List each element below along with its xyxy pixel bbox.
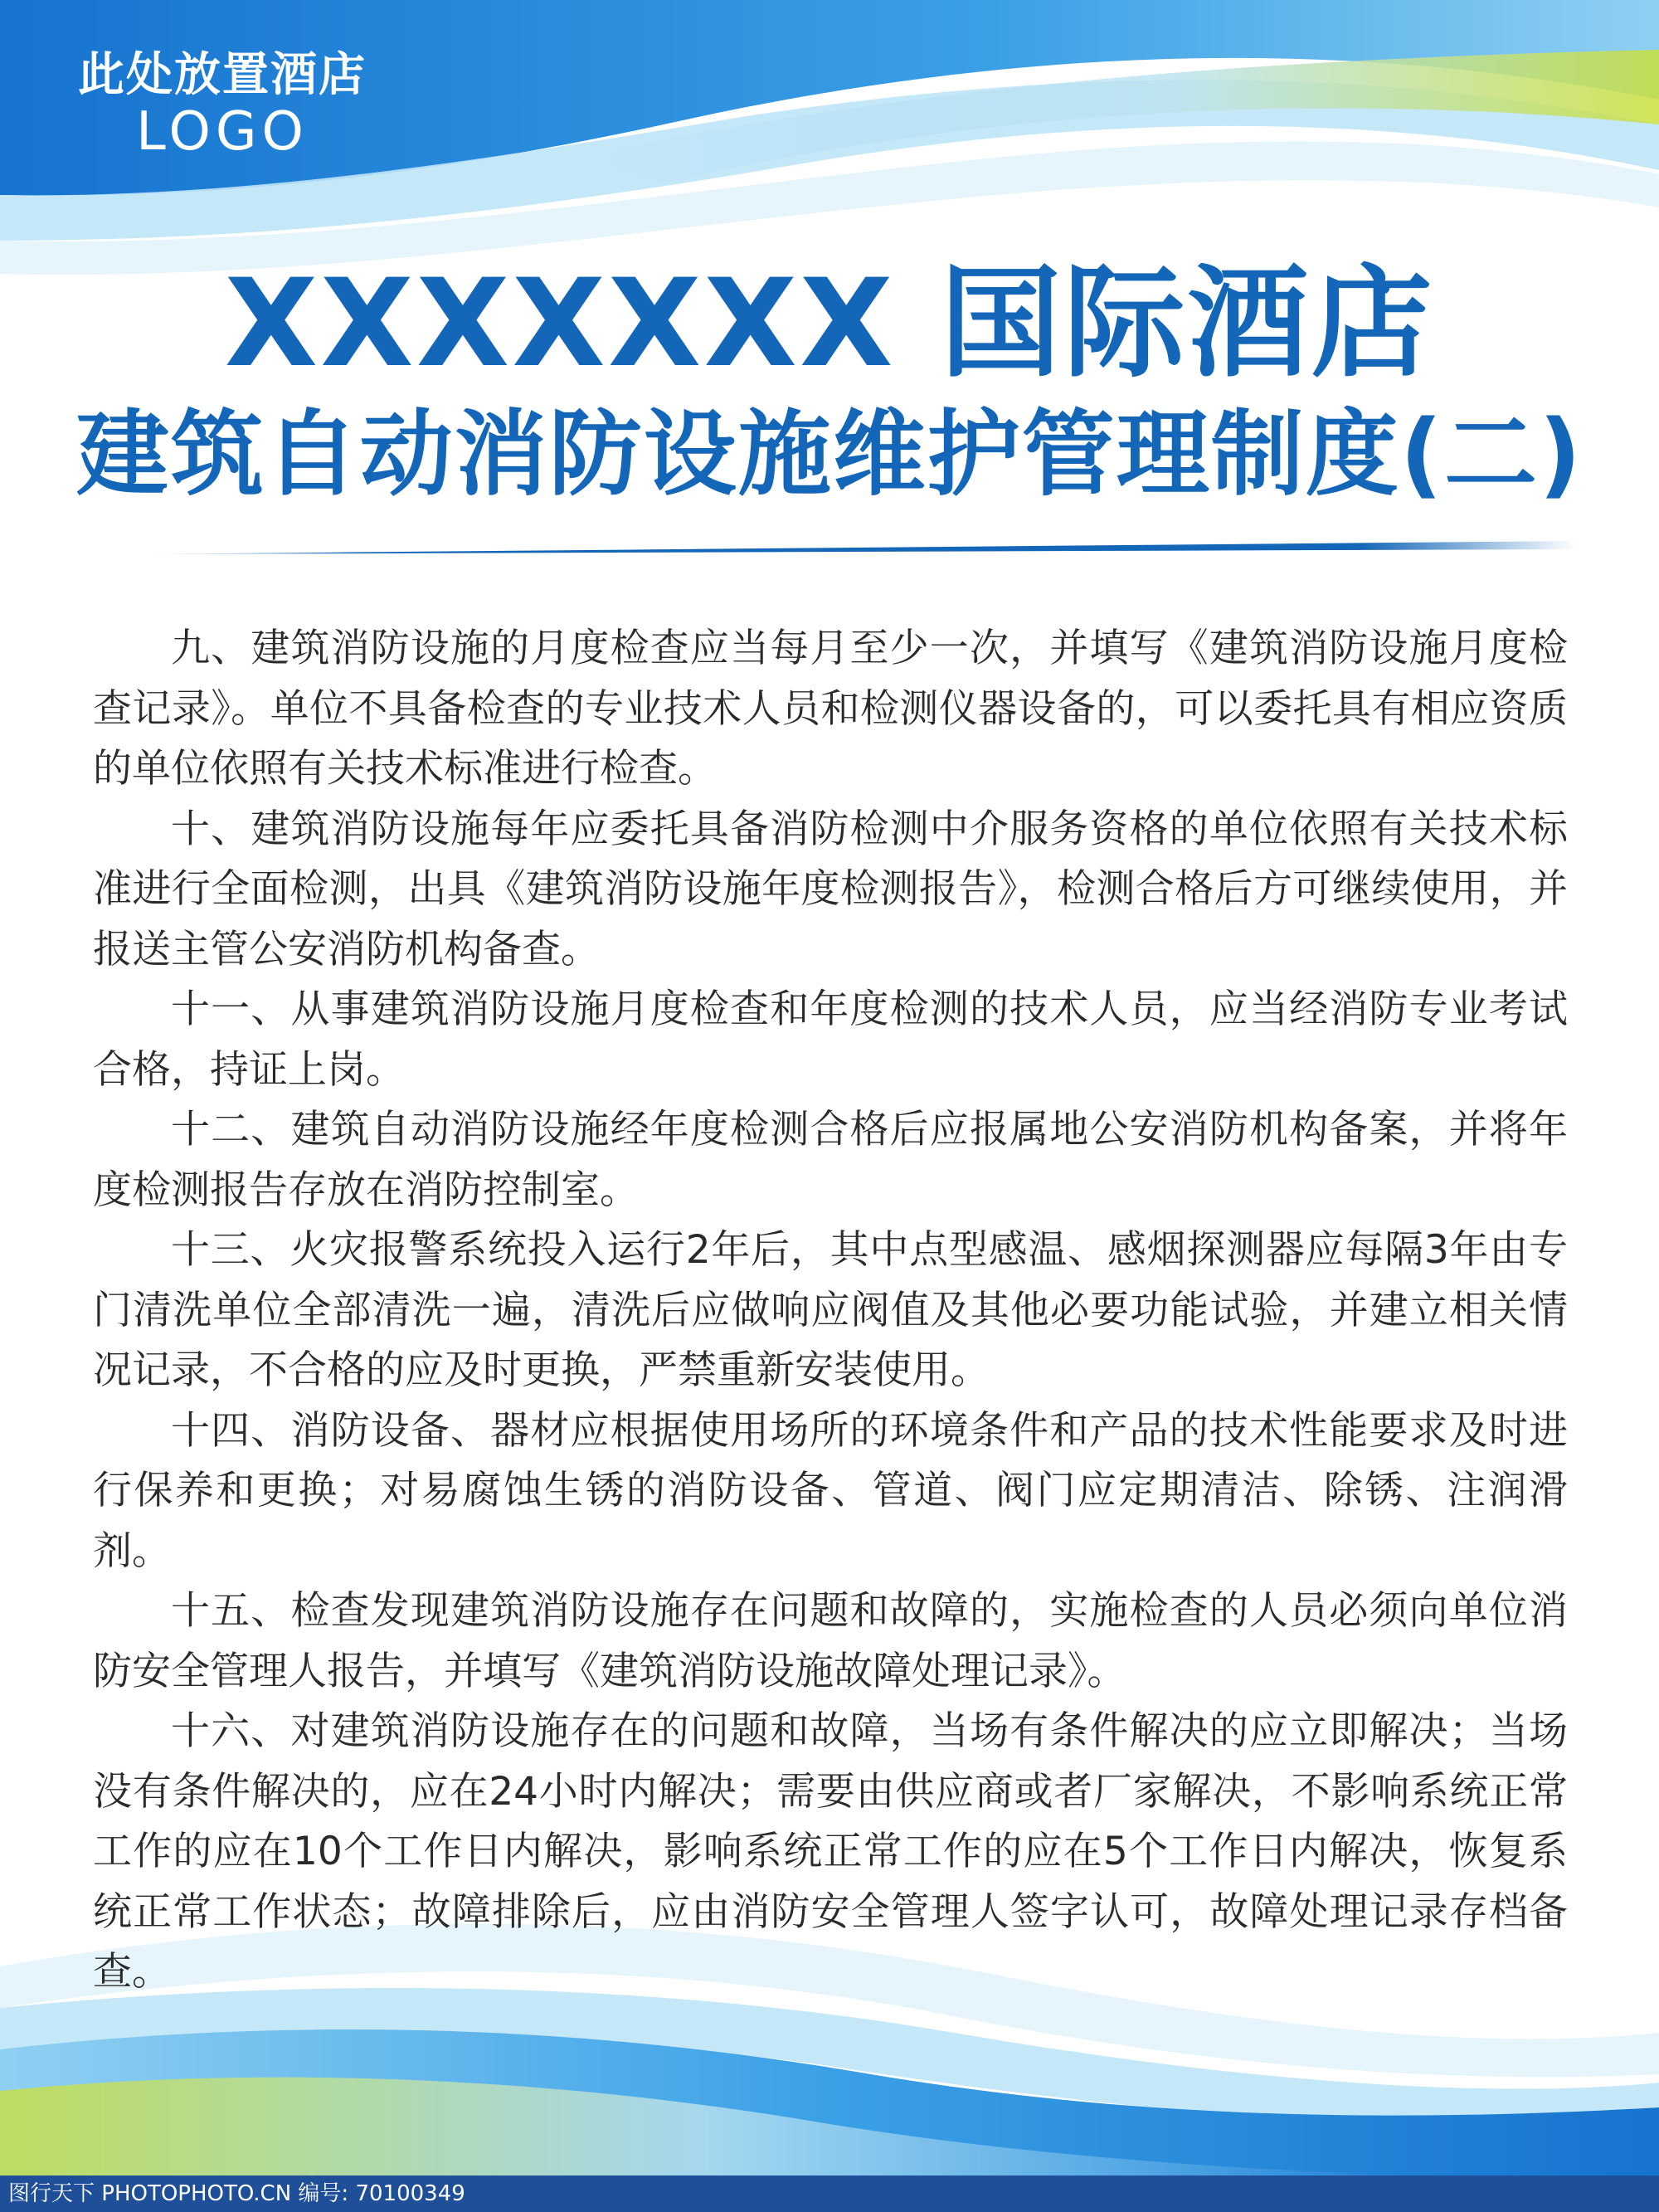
- regulation-paragraph-15: 十五、检查发现建筑消防设施存在问题和故障的，实施检查的人员必须向单位消防安全管理人报告，并填写《建筑消防设施故障处理记录》。: [93, 1588, 1568, 1694]
- regulation-paragraph-16: 十六、对建筑消防设施存在的问题和故障，当场有条件解决的应立即解决；当场没有条件解决的，应在24小时内解决；需要由供应商或者厂家解决，不影响系统正常工作的应在10个工作日内解决，影响系统正常工作的应在5个工作日内解决，恢复系统正常工作状态；故障排除后，应由消防安全管理人签字认可，故障处理记录存档备查。: [93, 1708, 1568, 1995]
- hotel-title: XXXXXXX 国际酒店: [224, 253, 1435, 394]
- regulation-paragraph-11: 十一、从事建筑消防设施月度检查和年度检测的技术人员，应当经消防专业考试合格，持证上岗。: [93, 987, 1568, 1093]
- logo-text-line1: 此处放置酒店: [78, 48, 367, 102]
- watermark-footer-bar: [0, 2175, 1659, 2212]
- document-title: 建筑自动消防设施维护管理制度(二): [75, 401, 1584, 509]
- regulation-paragraph-13: 十三、火灾报警系统投入运行2年后，其中点型感温、感烟探测器应每隔3年由专门清洗单位全部清洗一遍，清洗后应做响应阀值及其他必要功能试验，并建立相关情况记录，不合格的应及时更换，严禁重新安装使用。: [93, 1227, 1568, 1393]
- logo-text-line2: LOGO: [136, 101, 309, 163]
- regulation-paragraph-10: 十、建筑消防设施每年应委托具备消防检测中介服务资格的单位依照有关技术标准进行全面检测，出具《建筑消防设施年度检测报告》，检测合格后方可继续使用，并报送主管公安消防机构备查。: [93, 806, 1568, 972]
- watermark-text: 图行天下 PHOTOPHOTO.CN 编号: 70100349: [8, 2181, 465, 2206]
- regulation-paragraph-9: 九、建筑消防设施的月度检查应当每月至少一次，并填写《建筑消防设施月度检查记录》。单位不具备检查的专业技术人员和检测仪器设备的，可以委托具有相应资质的单位依照有关技术标准进行检查。: [93, 626, 1568, 792]
- regulation-paragraph-12: 十二、建筑自动消防设施经年度检测合格后应报属地公安消防机构备案，并将年度检测报告存放在消防控制室。: [93, 1107, 1568, 1213]
- hotel-logo-placeholder: [56, 46, 388, 163]
- regulation-body: [93, 619, 1568, 2003]
- regulation-paragraph-14: 十四、消防设备、器材应根据使用场所的环境条件和产品的技术性能要求及时进行保养和更换；对易腐蚀生锈的消防设备、管道、阀门应定期清洁、除锈、注润滑剂。: [93, 1407, 1568, 1574]
- title-divider: [133, 541, 1576, 554]
